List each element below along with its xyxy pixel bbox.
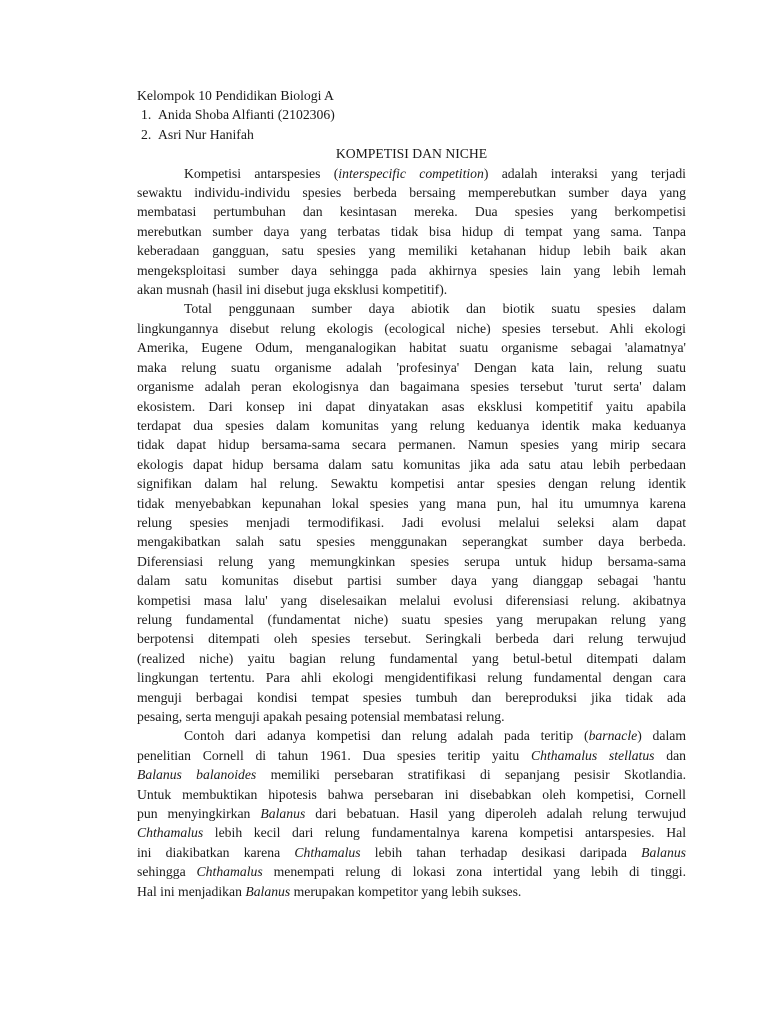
text-line	[137, 261, 686, 280]
text-segment: relung fundamental (fundamentat niche) suatu spesies yang merupakan relung yang	[137, 611, 686, 627]
text-line	[137, 202, 686, 221]
italic-term: Chthamalus	[196, 864, 263, 880]
text-line	[137, 629, 686, 648]
text-line	[137, 435, 686, 454]
text-segment: mengakibatkan salah satu spesies menggunakan seperangkat sumber daya berbeda.	[137, 534, 686, 550]
italic-term: Balanus	[641, 844, 686, 860]
text-line	[137, 164, 686, 183]
text-line	[137, 862, 686, 881]
italic-term: Chthamalus stellatus	[531, 747, 655, 763]
text-segment: menguji berbagai kondisi tempat spesies tumbuh dan bereproduksi jika tidak ada	[137, 689, 686, 705]
text-segment: lebih kecil dari relung fundamentalnya karena kompetisi antarspesies. Hal	[203, 825, 686, 841]
text-segment: pun menyingkirkan	[137, 806, 261, 822]
text-line	[137, 183, 686, 202]
text-segment: membatasi pertumbuhan dan kesintasan mereka. Dua spesies yang berkompetisi	[137, 204, 686, 220]
italic-term: interspecific competition	[338, 165, 484, 181]
document-title: KOMPETISI DAN NICHE	[335, 146, 488, 162]
text-segment: Diferensiasi relung yang memungkinkan spesies serupa untuk hidup bersama-sama	[137, 553, 686, 569]
body-text	[137, 164, 686, 901]
text-line	[137, 726, 686, 745]
text-line	[137, 280, 686, 299]
text-line	[137, 823, 686, 842]
text-segment: signifikan dalam hal relung. Sewaktu kompetisi antar spesies dengan relung identik	[137, 476, 686, 492]
text-line	[137, 222, 686, 241]
text-segment: akan musnah (hasil ini disebut juga eksklusi kompetitif).	[137, 282, 448, 298]
text-segment: lingkungan tertentu. Para ahli ekologi mengidentifikasi relung fundamental dengan cara	[137, 670, 686, 686]
italic-term: Balanus balanoides	[137, 767, 257, 783]
text-line	[137, 338, 686, 357]
text-segment: pesaing, serta menguji apakah pesaing potensial membatasi relung.	[137, 709, 505, 724]
text-segment: dan	[654, 747, 686, 763]
text-segment: ) adalah interaksi yang terjadi	[483, 165, 686, 181]
text-segment: Untuk membuktikan hipotesis bahwa persebaran ini disebabkan oleh kompetisi, Cornell	[137, 786, 686, 802]
text-segment: tidak dapat hidup bersama-sama secara permanen. Namun spesies yang mirip secara	[137, 437, 686, 453]
text-segment: Total penggunaan sumber daya abiotik dan biotik suatu spesies dalam	[184, 301, 686, 317]
list-number: 2.	[141, 126, 152, 142]
text-line	[137, 610, 686, 629]
italic-term: Balanus	[260, 806, 306, 822]
text-segment: menempati relung di lokasi zona intertidal yang lebih di tinggi.	[262, 864, 686, 880]
text-segment: ) dalam	[637, 728, 686, 744]
text-segment: keberadaan gangguan, satu spesies yang memiliki ketahanan hidup lebih baik akan	[137, 243, 686, 259]
text-line	[137, 765, 686, 784]
text-segment: lebih tahan terhadap desikasi daripada	[360, 844, 642, 860]
text-line	[137, 474, 686, 493]
text-line	[137, 319, 686, 338]
text-segment: maka relung suatu organisme adalah 'profesinya' Dengan kata lain, relung suatu	[137, 359, 686, 375]
text-segment: (realized niche) yaitu bagian relung fundamental yang betul-betul ditempati dalam	[137, 650, 686, 666]
text-segment: ekologis dapat hidup bersama dalam satu komunitas jika ada satu atau lebih perbedaan	[137, 456, 686, 472]
text-line	[137, 494, 686, 513]
paragraph	[137, 164, 686, 300]
text-segment: organisme adalah peran ekologisnya dan bagaimana spesies tersebut 'turut serta' dalam	[137, 379, 686, 395]
document-page	[137, 86, 686, 901]
text-line	[137, 804, 686, 823]
text-line	[137, 785, 686, 804]
text-segment: kompetisi masa lalu' yang diselesaikan melalui evolusi diferensiasi relung. akibatnya	[137, 592, 686, 608]
text-line	[137, 299, 686, 318]
text-line	[137, 552, 686, 571]
text-segment: berpotensi ditempati oleh spesies tersebut. Seringkali berbeda dari relung terwujud	[137, 631, 686, 647]
text-line	[137, 882, 686, 901]
text-line	[137, 416, 686, 435]
text-segment: merupakan kompetitor yang lebih sukses.	[290, 883, 522, 899]
text-line	[137, 241, 686, 260]
member-name: Asri Nur Hanifah	[158, 126, 254, 142]
text-segment: Contoh dari adanya kompetisi dan relung adalah pada teritip (	[184, 728, 589, 744]
text-segment: relung spesies menjadi termodifikasi. Jadi evolusi melalui seleksi alam dapat	[137, 514, 686, 530]
text-line	[137, 688, 686, 707]
italic-term: Balanus	[245, 883, 291, 899]
italic-term: barnacle	[588, 728, 638, 744]
text-segment: dari bebatuan. Hasil yang diperoleh adalah relung terwujud	[305, 806, 686, 822]
paragraph	[137, 726, 686, 901]
italic-term: Chthamalus	[294, 844, 361, 860]
paragraph	[137, 299, 686, 726]
text-segment: tidak menyebabkan kepunahan lokal spesies yang mana pun, hal itu umumnya karena	[137, 495, 686, 511]
group-heading: Kelompok 10 Pendidikan Biologi A	[137, 88, 334, 103]
text-segment: sehingga	[137, 864, 197, 880]
text-segment: Amerika, Eugene Odum, menganalogikan habitat suatu organisme sebagai 'alamatnya'	[137, 340, 686, 356]
text-segment: penelitian Cornell di tahun 1961. Dua spesies teritip yaitu	[137, 747, 531, 763]
text-segment: terdapat dua spesies dalam komunitas yang relung keduanya identik maka keduanya	[137, 417, 686, 433]
text-line	[137, 571, 686, 590]
text-segment: Hal ini menjadikan	[137, 883, 246, 899]
text-line	[137, 377, 686, 396]
list-number: 1.	[141, 107, 152, 123]
text-segment: lingkungannya disebut relung ekologis (ecological niche) spesies tersebut. Ahli ekologi	[137, 320, 686, 336]
text-line	[137, 707, 686, 726]
text-line	[137, 532, 686, 551]
text-segment: memiliki persebaran stratifikasi di sepanjang pesisir Skotlandia.	[256, 767, 686, 783]
text-line	[137, 397, 686, 416]
text-line	[137, 455, 686, 474]
text-line	[137, 358, 686, 377]
text-segment: dalam satu komunitas disebut partisi sumber daya yang dianggap sebagai 'hantu	[137, 573, 686, 589]
text-line	[137, 843, 686, 862]
text-line	[137, 513, 686, 532]
text-segment: ini diakibatkan karena	[137, 844, 295, 860]
text-segment: mengeksploitasi sumber daya sehingga pada akhirnya spesies lain yang lebih lemah	[137, 262, 686, 278]
text-line	[137, 649, 686, 668]
text-line	[137, 668, 686, 687]
member-name: Anida Shoba Alfianti (2102306)	[158, 107, 335, 123]
text-segment: merebutkan sumber daya yang terbatas tidak bisa hidup di tempat yang sama. Tanpa	[137, 223, 686, 239]
text-segment: ekosistem. Dari konsep ini dapat dinyatakan asas eksklusi kompetitif yaitu apabila	[137, 398, 686, 414]
text-line	[137, 591, 686, 610]
member-list-item	[137, 105, 686, 124]
italic-term: Chthamalus	[137, 825, 204, 841]
text-line	[137, 746, 686, 765]
text-segment: sewaktu individu-individu spesies berbeda bersaing memperebutkan sumber daya yang	[137, 185, 686, 201]
text-segment: Kompetisi antarspesies (	[184, 165, 339, 181]
member-list-item	[137, 125, 686, 144]
